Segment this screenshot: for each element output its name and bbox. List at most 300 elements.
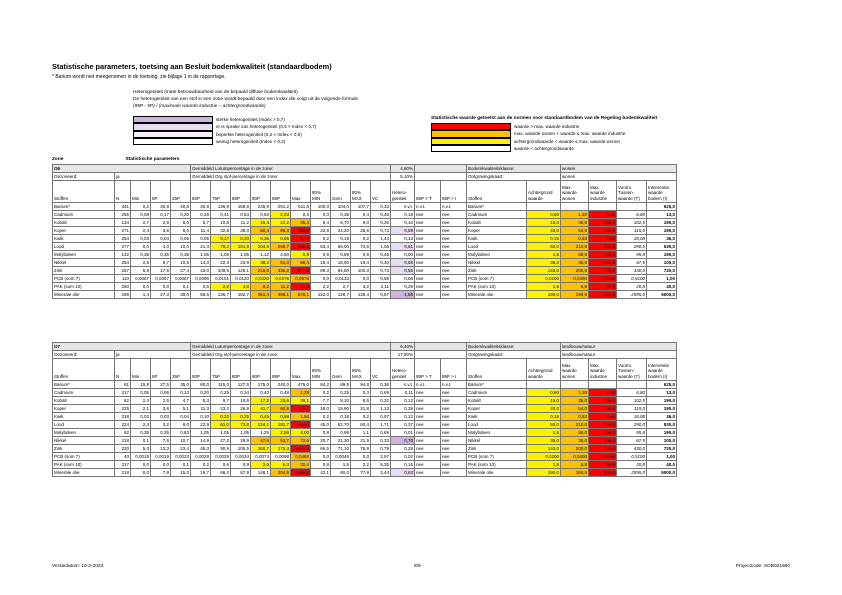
- toets-legend-swatch: [431, 130, 511, 137]
- het-legend-swatch: [133, 131, 213, 138]
- cell-stof: Barium*: [53, 381, 115, 389]
- cell-stof: PCB (som 7): [53, 453, 115, 461]
- column-header: Stoffen: [467, 181, 527, 203]
- cell-p95: 0,48: [271, 389, 291, 397]
- cell-tw: 18,08: [617, 413, 647, 421]
- column-header: Max: [291, 359, 311, 381]
- cell-p50: 5,7: [191, 219, 211, 227]
- cell-max80: 9,0: [351, 219, 371, 227]
- cell-stof2: PCB (som 7): [467, 275, 527, 283]
- cell-iw: 1,00: [647, 275, 677, 283]
- table-row: [53, 275, 677, 283]
- cell-ag: 140,0: [527, 267, 561, 275]
- cell-p25: 39,0: [171, 291, 191, 299]
- cell-t: nee: [415, 235, 441, 243]
- cell-tw: 115,0: [617, 405, 647, 413]
- cell-ag: 190,0: [527, 291, 561, 299]
- cell-stof: Nikkel: [53, 259, 115, 267]
- cell-max: 44,8: [291, 283, 311, 291]
- column-header: Achtergrond waarde: [527, 181, 561, 203]
- ontgr-value: landbouw/natuur: [561, 351, 677, 359]
- cell-mw: 0,83: [561, 235, 589, 243]
- column-header: 95P > T: [415, 359, 441, 381]
- column-header: 75P: [211, 359, 231, 381]
- cell-p50: 21,3: [191, 243, 211, 251]
- cell-p25: 6,0: [171, 227, 191, 235]
- cell-p50: 60,0: [191, 381, 211, 389]
- cell-i: n.v.t.: [441, 381, 467, 389]
- cell-min80: 89,3: [311, 267, 331, 275]
- cell-p90: 38,2: [251, 259, 271, 267]
- table-row: [53, 413, 677, 421]
- cell-p90: 0,0220: [251, 275, 271, 283]
- cell-n: 62: [115, 397, 131, 405]
- cell-mi: 190,0: [589, 429, 617, 437]
- column-header: 25P: [171, 181, 191, 203]
- cell-stof: Koper: [53, 405, 115, 413]
- cell-mw: 6,8: [561, 283, 589, 291]
- cell-stof2: Zink: [467, 445, 527, 453]
- cell-p90: 0,45: [251, 413, 271, 421]
- cell-het: 0,61: [391, 243, 415, 251]
- klasse-value: wonen: [561, 165, 677, 173]
- cell-stof: Kwik: [53, 413, 115, 421]
- cell-i: nee: [441, 469, 467, 477]
- column-headers: [53, 181, 677, 203]
- cell-iw: 190,0: [647, 219, 677, 227]
- cell-i: nee: [441, 283, 467, 291]
- cell-gem: 21,30: [331, 437, 351, 445]
- cell-het: n.v.t.: [391, 203, 415, 211]
- cell-t: nee: [415, 275, 441, 283]
- cell-gem: 52,70: [331, 421, 351, 429]
- het-line-2: De heterogeniteit van een stof in een zone wordt bepaald door een index die volgt uit de volgende formule: [133, 97, 359, 102]
- cell-min: 0,35: [131, 251, 151, 259]
- het-legend-swatch: [133, 138, 213, 145]
- cell-p80: 0,34: [231, 389, 251, 397]
- cell-p50: 14,9: [191, 437, 211, 445]
- cell-gem: 0,25: [331, 389, 351, 397]
- cell-p80: 87,9: [231, 469, 251, 477]
- table-row: [53, 251, 677, 259]
- cell-gem: 60,0: [331, 469, 351, 477]
- cell-p80: 0,0034: [231, 453, 251, 461]
- cell-p75: 66,2: [211, 469, 231, 477]
- cell-p25: 5,0: [171, 219, 191, 227]
- cell-max80: 107,7: [351, 203, 371, 211]
- column-header: Achtergrond waarde: [527, 359, 561, 381]
- cell-p90: 1,25: [251, 429, 271, 437]
- cell-min: 2,5: [131, 259, 151, 267]
- column-header: Interventie waarde bodem (I): [647, 359, 677, 381]
- cell-het: 0,63: [391, 469, 415, 477]
- cell-p5: 0,04: [151, 235, 171, 243]
- cell-mi: 40,0: [589, 461, 617, 469]
- cell-stof: Koper: [53, 227, 115, 235]
- cell-min: 0,0: [131, 461, 151, 469]
- cell-gem: 19,90: [331, 405, 351, 413]
- cell-min80: 0,3: [311, 211, 331, 219]
- cell-stof2: Molybdeen: [467, 251, 527, 259]
- cell-tw: 115,0: [617, 227, 647, 235]
- cell-p50: 11,3: [191, 405, 211, 413]
- cell-max80: 94,8: [351, 381, 371, 389]
- cell-t: nee: [415, 283, 441, 291]
- cell-p25: 5,1: [171, 405, 191, 413]
- cell-het: 0,16: [391, 461, 415, 469]
- cell-p80: 73,6: [231, 421, 251, 429]
- cell-n: 132: [115, 251, 131, 259]
- cell-p95: 181,7: [271, 421, 291, 429]
- cell-p75: 136,9: [211, 203, 231, 211]
- cell-p75: 1,05: [211, 429, 231, 437]
- cell-p50: 40,8: [191, 203, 211, 211]
- cell-i: nee: [441, 429, 467, 437]
- cell-t: nee: [415, 267, 441, 275]
- gezoneerd-label: Gezoneerd:: [53, 351, 115, 359]
- cell-stof2: Lood: [467, 243, 527, 251]
- cell-gem: 18,90: [331, 259, 351, 267]
- column-header: 80P: [231, 181, 251, 203]
- org-value: 17,80%: [391, 351, 415, 359]
- cell-iw: 13,0: [647, 211, 677, 219]
- table-row: [53, 381, 677, 389]
- cell-p80: 125,1: [231, 267, 251, 275]
- toetsing-legend-title: Statistische waarde getoetst aan de normen voor standaardbodem van de Regeling bodemkwaliteit: [431, 116, 658, 121]
- cell-tw: 2595,0: [617, 469, 647, 477]
- klasse-label: Bodemkwaliteitsklasse:: [467, 343, 561, 351]
- column-header: N: [115, 359, 131, 381]
- cell-min80: 63,4: [311, 243, 331, 251]
- cell-p95: 2,56: [271, 429, 291, 437]
- cell-min80: 2,2: [311, 283, 331, 291]
- cell-mw: 88,0: [561, 429, 589, 437]
- cell-het: 0,02: [391, 453, 415, 461]
- cell-iw: 100,0: [647, 437, 677, 445]
- cell-n: 254: [115, 259, 131, 267]
- cell-gem: 94,80: [331, 267, 351, 275]
- cell-p50: 0,0096: [191, 275, 211, 283]
- cell-p25: 10,7: [171, 437, 191, 445]
- cell-ag: [527, 381, 561, 389]
- cell-mi: 530,0: [589, 421, 617, 429]
- cell-min: 0,08: [131, 211, 151, 219]
- cell-min: 0,05: [131, 389, 151, 397]
- cell-p25: 23,4: [171, 445, 191, 453]
- cell-stof: Kobalt: [53, 397, 115, 405]
- cell-ag: 15,0: [527, 219, 561, 227]
- zone-bar: [53, 165, 677, 173]
- cell-p25: 27,4: [171, 267, 191, 275]
- cell-min: 0,2: [131, 203, 151, 211]
- cell-stof: Barium*: [53, 203, 115, 211]
- cell-het: 0,39: [391, 405, 415, 413]
- cell-t: nee: [415, 291, 441, 299]
- spacer: [415, 165, 467, 173]
- het-legend-item: [133, 116, 316, 123]
- gezoneerd-row: [53, 351, 677, 359]
- column-header: 5P: [151, 359, 171, 381]
- cell-p75: 78,2: [211, 243, 231, 251]
- column-header: Min: [131, 181, 151, 203]
- cell-p5: 3,6: [151, 227, 171, 235]
- cell-min: 0,03: [131, 235, 151, 243]
- cell-p95: 175,3: [271, 445, 291, 453]
- cell-n: 218: [115, 437, 131, 445]
- cell-ag: 50,0: [527, 243, 561, 251]
- column-header: Stoffen: [53, 181, 115, 203]
- cell-p25: 0,1: [171, 283, 191, 291]
- cell-mw: 0,0400: [561, 275, 589, 283]
- org-label: Gemiddeld Org stof-percentage in de zone:: [191, 173, 391, 181]
- cell-n: 254: [115, 235, 131, 243]
- cell-p95: 240,0: [271, 381, 291, 389]
- cell-min80: 100,3: [311, 203, 331, 211]
- cell-p5: 2,9: [151, 219, 171, 227]
- cell-p90: 1,12: [251, 251, 271, 259]
- cell-p95: 11,2: [271, 283, 291, 291]
- cell-mi: 500,0: [589, 469, 617, 477]
- cell-min80: 0,2: [311, 413, 331, 421]
- cell-p95: 0,65: [271, 235, 291, 243]
- cell-t: nee: [415, 243, 441, 251]
- cell-tw: 95,8: [617, 251, 647, 259]
- cell-p80: 0,25: [231, 413, 251, 421]
- cell-stof2: Koper: [467, 227, 527, 235]
- table-row: [53, 461, 677, 469]
- cell-p5: 13,3: [151, 445, 171, 453]
- cell-t: nee: [415, 429, 441, 437]
- cell-stof2: Kwik: [467, 413, 527, 421]
- cell-tw: 67,5: [617, 259, 647, 267]
- cell-mi: 100,0: [589, 259, 617, 267]
- cell-max80: 21,9: [351, 437, 371, 445]
- lutum-value: 6,40%: [391, 343, 415, 351]
- column-header: 25P: [171, 359, 191, 381]
- toets-legend-swatch: [431, 145, 511, 152]
- cell-p80: 127,5: [231, 381, 251, 389]
- cell-i: nee: [441, 453, 467, 461]
- cell-p5: 2,5: [151, 397, 171, 405]
- cell-p75: 9,7: [211, 397, 231, 405]
- cell-mi: 4,30: [589, 211, 617, 219]
- ontgr-label: Ontgravingskaart:: [467, 351, 561, 359]
- cell-p5: 0,06: [151, 389, 171, 397]
- toets-legend-label: waarde > max. waarde industrie: [514, 124, 580, 130]
- cell-p95: 51,0: [271, 259, 291, 267]
- cell-iw: 190,0: [647, 227, 677, 235]
- cell-i: nee: [441, 437, 467, 445]
- cell-iw: 625,0: [647, 381, 677, 389]
- cell-min: 5,3: [131, 445, 151, 453]
- column-header: 90P: [251, 359, 271, 381]
- cell-min: 2,4: [131, 397, 151, 405]
- cell-p25: 15,0: [171, 469, 191, 477]
- cell-vc: 0,59: [371, 275, 391, 283]
- cell-ag: 0,15: [527, 413, 561, 421]
- cell-p80: 1,05: [231, 429, 251, 437]
- table-row: [53, 421, 677, 429]
- cell-max: 72,6: [291, 437, 311, 445]
- cell-i: nee: [441, 227, 467, 235]
- cell-p5: 17,6: [151, 267, 171, 275]
- cell-stof: Molybdeen: [53, 429, 115, 437]
- cell-stof: Minerale olie: [53, 291, 115, 299]
- cell-vc: 0,73: [371, 227, 391, 235]
- cell-max: 35,4: [291, 219, 311, 227]
- cell-p5: 0,35: [151, 429, 171, 437]
- cell-p80: 168,9: [231, 203, 251, 211]
- org-value: 5,10%: [391, 173, 415, 181]
- cell-min: 6,8: [131, 267, 151, 275]
- table-row: [53, 469, 677, 477]
- cell-p75: 0,17: [211, 235, 231, 243]
- cell-max: 303,0: [291, 227, 311, 235]
- lutum-label: Gemiddeld Lutumpercentage in de zone:: [191, 165, 391, 173]
- cell-p80: 0,54: [231, 211, 251, 219]
- cell-vc: 0,46: [371, 211, 391, 219]
- cell-gem: 89,5: [331, 381, 351, 389]
- cell-stof: Cadmium: [53, 211, 115, 219]
- cell-p75: 27,2: [211, 437, 231, 445]
- cell-iw: 5000,0: [647, 469, 677, 477]
- cell-stof: Zink: [53, 445, 115, 453]
- cell-min80: 0,0: [311, 275, 331, 283]
- cell-gem: 8,70: [331, 219, 351, 227]
- column-header: Max. waarde industrie: [589, 359, 617, 381]
- het-legend-item: [133, 123, 316, 130]
- spacer: [415, 351, 467, 359]
- params-label: Statistische parameters: [125, 157, 180, 162]
- cell-gem: 0,0046: [331, 453, 351, 461]
- cell-max: 0,0492: [291, 453, 311, 461]
- column-header: 80% MAX: [351, 359, 371, 381]
- cell-p75: 2,8: [211, 283, 231, 291]
- cell-n: 257: [115, 267, 131, 275]
- zone-table-o6: [52, 164, 677, 299]
- cell-p25: 0,35: [171, 251, 191, 259]
- cell-p95: 6,3: [271, 461, 291, 469]
- cell-n: 134: [115, 219, 131, 227]
- cell-p80: 101,8: [231, 243, 251, 251]
- cell-min: 0,0019: [131, 453, 151, 461]
- cell-vc: 0,69: [371, 389, 391, 397]
- cell-n: 255: [115, 211, 131, 219]
- cell-p75: 0,22: [211, 413, 231, 421]
- cell-p50: 0,0028: [191, 453, 211, 461]
- cell-p50: 58,6: [191, 291, 211, 299]
- het-legend-swatch: [133, 116, 213, 123]
- cell-p50: 14,3: [191, 259, 211, 267]
- cell-stof2: Minerale olie: [467, 469, 527, 477]
- cell-p95: 0,0376: [271, 275, 291, 283]
- cell-iw: 720,0: [647, 267, 677, 275]
- cell-min: 2,1: [131, 405, 151, 413]
- cell-min: 0,03: [131, 413, 151, 421]
- cell-p80: 0,20: [231, 235, 251, 243]
- cell-max80: 0,0: [351, 275, 371, 283]
- cell-max80: 0,2: [351, 413, 371, 421]
- cell-gem: 0,0133: [331, 275, 351, 283]
- cell-mw: 6,8: [561, 461, 589, 469]
- cell-iw: 36,0: [647, 413, 677, 421]
- column-header: Voorm. Tussen-waarde (T): [617, 181, 647, 203]
- cell-mw: 54,0: [561, 405, 589, 413]
- cell-t: nee: [415, 445, 441, 453]
- cell-gem: 0,18: [331, 413, 351, 421]
- cell-p95: 298,7: [271, 243, 291, 251]
- cell-p5: 4,0: [151, 243, 171, 251]
- table-row: [53, 445, 677, 453]
- cell-t: n.v.t.: [415, 381, 441, 389]
- cell-p90: 235,9: [251, 203, 271, 211]
- cell-iw: 36,0: [647, 235, 677, 243]
- table-row: [53, 283, 677, 291]
- cell-mw: 200,0: [561, 267, 589, 275]
- cell-stof: Nikkel: [53, 437, 115, 445]
- cell-max: 0,3: [291, 211, 311, 219]
- cell-max80: 77,9: [351, 469, 371, 477]
- gezoneerd-value: ja: [115, 351, 191, 359]
- cell-mi: 4,30: [589, 389, 617, 397]
- cell-p95: 53,7: [271, 437, 291, 445]
- cell-tw: 102,5: [617, 219, 647, 227]
- cell-mw: 210,0: [561, 421, 589, 429]
- cell-i: nee: [441, 445, 467, 453]
- cell-t: nee: [415, 421, 441, 429]
- cell-het: 0,06: [391, 275, 415, 283]
- cell-vc: 0,26: [371, 219, 391, 227]
- spacer: [415, 173, 467, 181]
- cell-iw: 1,00: [647, 453, 677, 461]
- cell-iw: 190,0: [647, 397, 677, 405]
- cell-p80: 0,0120: [231, 275, 251, 283]
- cell-p25: 8,0: [171, 421, 191, 429]
- cell-p50: 0,2: [191, 461, 211, 469]
- cell-n: 218: [115, 413, 131, 421]
- cell-stof2: Koper: [467, 405, 527, 413]
- cell-t: nee: [415, 389, 441, 397]
- cell-max80: 21,8: [351, 405, 371, 413]
- cell-t: nee: [415, 437, 441, 445]
- het-line-3: (95P - 5P) / (maximale waarde industrie – achtergrondwaarde): [133, 104, 266, 109]
- cell-min: 0,0: [131, 283, 151, 291]
- cell-p80: 11,2: [231, 219, 251, 227]
- cell-p25: 35,0: [171, 381, 191, 389]
- toets-legend-item: [431, 123, 625, 130]
- cell-stof2: Zink: [467, 267, 527, 275]
- het-legend-label: beperkte heterogeniteit (0,2 < Index < 0,5): [216, 131, 302, 137]
- cell-min: 15,8: [131, 381, 151, 389]
- cell-p50: 0,10: [191, 413, 211, 421]
- cell-t: nee: [415, 259, 441, 267]
- column-header: Gem: [331, 181, 351, 203]
- cell-vc: 3,44: [371, 469, 391, 477]
- cell-max: 576,1: [291, 291, 311, 299]
- column-header: N: [115, 181, 131, 203]
- cell-i: nee: [441, 413, 467, 421]
- cell-max80: 135,4: [351, 291, 371, 299]
- cell-i: nee: [441, 421, 467, 429]
- cell-i: nee: [441, 267, 467, 275]
- footer-page: 8/9: [414, 564, 421, 569]
- cell-vc: 1,71: [371, 421, 391, 429]
- cell-n: 61: [115, 381, 131, 389]
- cell-stof: Lood: [53, 421, 115, 429]
- cell-stof2: PAK (som 10): [467, 461, 527, 469]
- ontgr-value: wonen: [561, 173, 677, 181]
- footer-version: Versiedatum: 10-2-2023: [52, 564, 104, 569]
